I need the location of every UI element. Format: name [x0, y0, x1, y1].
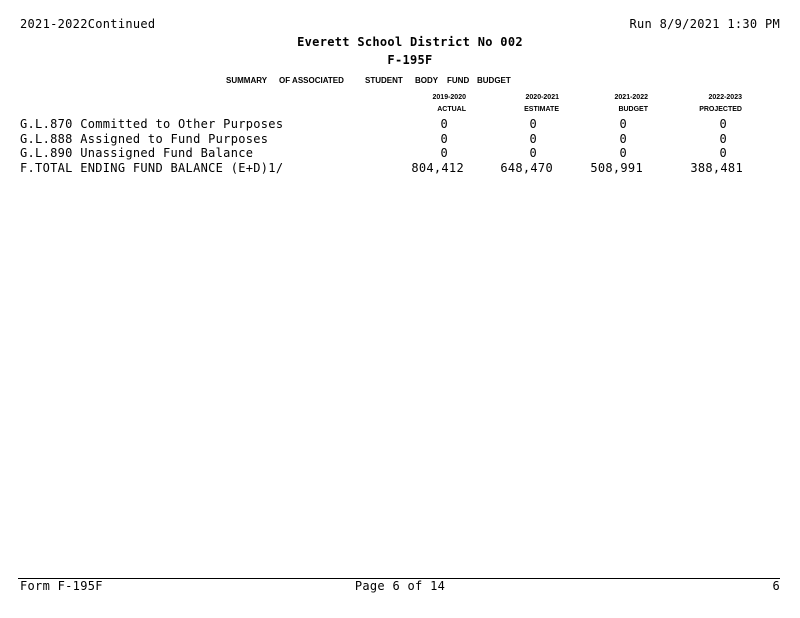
column-header-label-2: ESTIMATE: [524, 106, 559, 113]
subtitle-word-summary: SUMMARY: [226, 76, 268, 85]
row-committed-value-2: 0: [529, 117, 537, 131]
footer-form-code: Form F-195F: [20, 579, 103, 593]
row-label-total-ending-fund-balance: F.TOTAL ENDING FUND BALANCE (E+D)1/: [20, 161, 284, 175]
row-unassigned-value-3: 0: [619, 146, 627, 160]
row-total-value-4: 388,481: [690, 161, 743, 175]
row-label-unassigned: G.L.890 Unassigned Fund Balance: [20, 146, 254, 160]
subtitle-word-budget: BUDGET: [477, 76, 511, 85]
subtitle-word-fund: FUND: [447, 76, 470, 85]
column-header-year-4: 2022-2023: [708, 94, 742, 101]
row-committed-value-1: 0: [440, 117, 448, 131]
row-total-value-2: 648,470: [500, 161, 553, 175]
form-code: F-195F: [387, 53, 433, 67]
row-label-assigned: G.L.888 Assigned to Fund Purposes: [20, 132, 269, 146]
column-header-label-4: PROJECTED: [699, 106, 742, 113]
footer-page-index: 6: [772, 579, 780, 593]
subtitle-word-student: STUDENT: [365, 76, 403, 85]
column-header-label-1: ACTUAL: [437, 106, 466, 113]
row-label-committed: G.L.870 Committed to Other Purposes: [20, 117, 284, 131]
column-header-year-1: 2019-2020: [432, 94, 466, 101]
district-name: Everett School District No 002: [297, 35, 523, 49]
row-unassigned-value-1: 0: [440, 146, 448, 160]
row-assigned-value-2: 0: [529, 132, 537, 146]
row-committed-value-3: 0: [619, 117, 627, 131]
column-header-label-3: BUDGET: [618, 106, 648, 113]
row-assigned-value-3: 0: [619, 132, 627, 146]
report-period: 2021-2022Continued: [20, 17, 156, 31]
footer-page-number: Page 6 of 14: [354, 579, 446, 593]
subtitle-word-associated: OF ASSOCIATED: [279, 76, 344, 85]
column-header-year-2: 2020-2021: [525, 94, 559, 101]
run-timestamp: Run 8/9/2021 1:30 PM: [629, 17, 780, 31]
subtitle-word-body: BODY: [415, 76, 439, 85]
row-assigned-value-1: 0: [440, 132, 448, 146]
row-total-value-1: 804,412: [411, 161, 464, 175]
row-unassigned-value-4: 0: [719, 146, 727, 160]
column-header-year-3: 2021-2022: [614, 94, 648, 101]
row-committed-value-4: 0: [719, 117, 727, 131]
row-unassigned-value-2: 0: [529, 146, 537, 160]
row-assigned-value-4: 0: [719, 132, 727, 146]
row-total-value-3: 508,991: [590, 161, 643, 175]
